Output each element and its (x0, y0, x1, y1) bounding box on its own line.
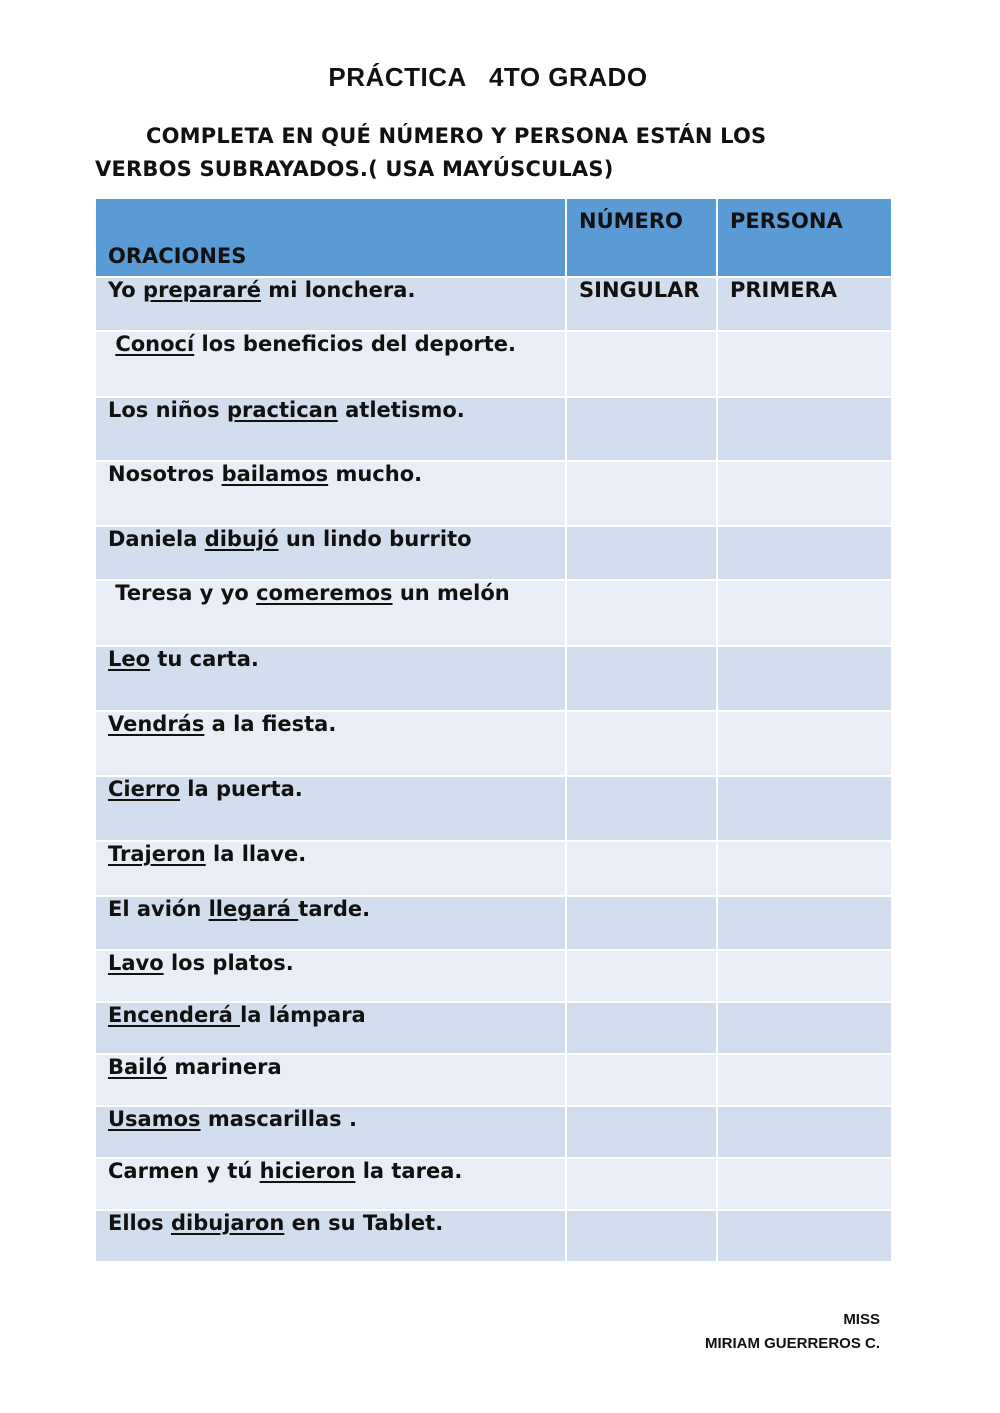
persona-answer-cell[interactable]: PRIMERA (717, 277, 891, 331)
header-oraciones: ORACIONES (96, 199, 566, 277)
underlined-verb: Usamos (108, 1107, 201, 1131)
sentence-cell (96, 580, 566, 646)
underlined-verb: Encenderá (108, 1003, 241, 1027)
persona-answer-cell[interactable] (717, 526, 891, 580)
sentence-text-after: un lindo burrito (278, 527, 472, 551)
table-row (96, 1002, 891, 1054)
sentence-text-before: Carmen y tú (108, 1159, 260, 1183)
table-row (96, 1210, 891, 1262)
underlined-verb: bailamos (221, 462, 329, 486)
numero-answer-cell[interactable] (566, 1106, 717, 1158)
header-numero: NÚMERO (566, 199, 717, 277)
sentence-cell (96, 776, 566, 841)
underlined-verb: Trajeron (108, 842, 206, 866)
footer-author-name: MIRIAM GUERREROS C. (704, 1335, 880, 1352)
table-row (96, 841, 891, 896)
numero-answer-cell[interactable] (566, 461, 717, 526)
underlined-verb: practican (226, 398, 338, 422)
table-row (96, 950, 891, 1002)
sentence-cell (96, 711, 566, 776)
page-title: PRÁCTICA 4TO GRADO (328, 62, 648, 92)
sentence-text-after: mi lonchera. (261, 278, 416, 302)
sentence-text-before: El avión (108, 897, 209, 921)
table-row (96, 580, 891, 646)
sentence-text-after: a la fiesta. (204, 712, 337, 736)
underlined-verb: Vendrás (108, 712, 205, 736)
persona-answer-cell[interactable] (717, 331, 891, 397)
sentence-text-after: un melón (392, 581, 510, 605)
sentence-text-after: la puerta. (180, 777, 303, 801)
underlined-verb: prepararé (143, 278, 261, 302)
instructions-line-2: VERBOS SUBRAYADOS.( USA MAYÚSCULAS) (95, 157, 614, 181)
underlined-verb: hicieron (259, 1159, 356, 1183)
persona-answer-cell[interactable] (717, 1106, 891, 1158)
numero-answer-cell[interactable] (566, 1210, 717, 1262)
persona-answer-cell[interactable] (717, 1002, 891, 1054)
numero-answer-cell[interactable]: SINGULAR (566, 277, 717, 331)
sentence-cell (96, 646, 566, 711)
numero-answer-cell[interactable] (566, 1054, 717, 1106)
persona-answer-cell[interactable] (717, 461, 891, 526)
numero-answer-cell[interactable] (566, 776, 717, 841)
sentence-text-after: la tarea. (355, 1159, 463, 1183)
sentence-text-after: atletismo. (337, 398, 465, 422)
numero-answer-cell[interactable] (566, 646, 717, 711)
table-row (96, 461, 891, 526)
table-row (96, 331, 891, 397)
sentence-text-after: marinera (167, 1055, 282, 1079)
sentence-cell (96, 950, 566, 1002)
table-row (96, 1158, 891, 1210)
persona-answer-cell[interactable] (717, 1158, 891, 1210)
numero-answer-cell[interactable] (566, 1002, 717, 1054)
sentence-cell (96, 1158, 566, 1210)
table-row (96, 1106, 891, 1158)
worksheet-table (96, 199, 891, 1263)
table-row (96, 397, 891, 461)
instructions-line-1: COMPLETA EN QUÉ NÚMERO Y PERSONA ESTÁN LOS (146, 124, 767, 148)
footer-author-title: MISS (843, 1311, 880, 1328)
persona-answer-cell[interactable] (717, 1210, 891, 1262)
table-row (96, 896, 891, 950)
table-row (96, 646, 891, 711)
persona-answer-cell[interactable] (717, 950, 891, 1002)
sentence-cell (96, 841, 566, 896)
persona-answer-cell[interactable] (717, 841, 891, 896)
underlined-verb: dibujaron (170, 1211, 285, 1235)
sentence-cell (96, 896, 566, 950)
table-row (96, 526, 891, 580)
sentence-text-after: mascarillas . (200, 1107, 357, 1131)
sentence-cell (96, 1054, 566, 1106)
sentence-text-before: Yo (108, 278, 144, 302)
sentence-cell (96, 397, 566, 461)
underlined-verb: llegará (208, 897, 299, 921)
table-row (96, 776, 891, 841)
numero-answer-cell[interactable] (566, 841, 717, 896)
underlined-verb: dibujó (204, 527, 279, 551)
sentence-text-after: los platos. (163, 951, 294, 975)
persona-answer-cell[interactable] (717, 896, 891, 950)
table-header-row (96, 199, 891, 277)
numero-answer-cell[interactable] (566, 711, 717, 776)
sentence-text-after: la llave. (205, 842, 307, 866)
numero-answer-cell[interactable] (566, 896, 717, 950)
numero-answer-cell[interactable] (566, 526, 717, 580)
sentence-text-after: los beneficios del deporte. (194, 332, 516, 356)
persona-answer-cell[interactable] (717, 646, 891, 711)
sentence-cell (96, 1210, 566, 1262)
sentence-cell (96, 1002, 566, 1054)
underlined-verb: Leo (108, 647, 151, 671)
underlined-verb: Conocí (115, 332, 195, 356)
numero-answer-cell[interactable] (566, 580, 717, 646)
numero-answer-cell[interactable] (566, 331, 717, 397)
table-row (96, 277, 891, 331)
sentence-text-after: en su Tablet. (284, 1211, 444, 1235)
sentence-cell (96, 526, 566, 580)
sentence-text-before: Teresa y yo (108, 581, 257, 605)
sentence-cell (96, 1106, 566, 1158)
underlined-verb: Bailó (108, 1055, 168, 1079)
sentence-text-after: tu carta. (150, 647, 259, 671)
sentence-text-after: mucho. (328, 462, 423, 486)
sentence-text-before: Daniela (108, 527, 205, 551)
table-row (96, 1054, 891, 1106)
numero-answer-cell[interactable] (566, 950, 717, 1002)
sentence-text-before: Los niños (108, 398, 227, 422)
persona-answer-cell[interactable] (717, 580, 891, 646)
underlined-verb: Cierro (108, 777, 180, 801)
sentence-cell (96, 331, 566, 397)
numero-answer-cell[interactable] (566, 397, 717, 461)
sentence-text-after: tarde. (298, 897, 371, 921)
sentence-cell (96, 277, 566, 331)
underlined-verb: comeremos (256, 581, 393, 605)
persona-answer-cell[interactable] (717, 776, 891, 841)
header-persona: PERSONA (717, 199, 891, 277)
table-row (96, 711, 891, 776)
sentence-text-before: Nosotros (108, 462, 222, 486)
persona-answer-cell[interactable] (717, 397, 891, 461)
persona-answer-cell[interactable] (717, 711, 891, 776)
persona-answer-cell[interactable] (717, 1054, 891, 1106)
sentence-cell (96, 461, 566, 526)
sentence-text-after: la lámpara (240, 1003, 366, 1027)
sentence-text-before: Ellos (108, 1211, 171, 1235)
numero-answer-cell[interactable] (566, 1158, 717, 1210)
underlined-verb: Lavo (108, 951, 164, 975)
